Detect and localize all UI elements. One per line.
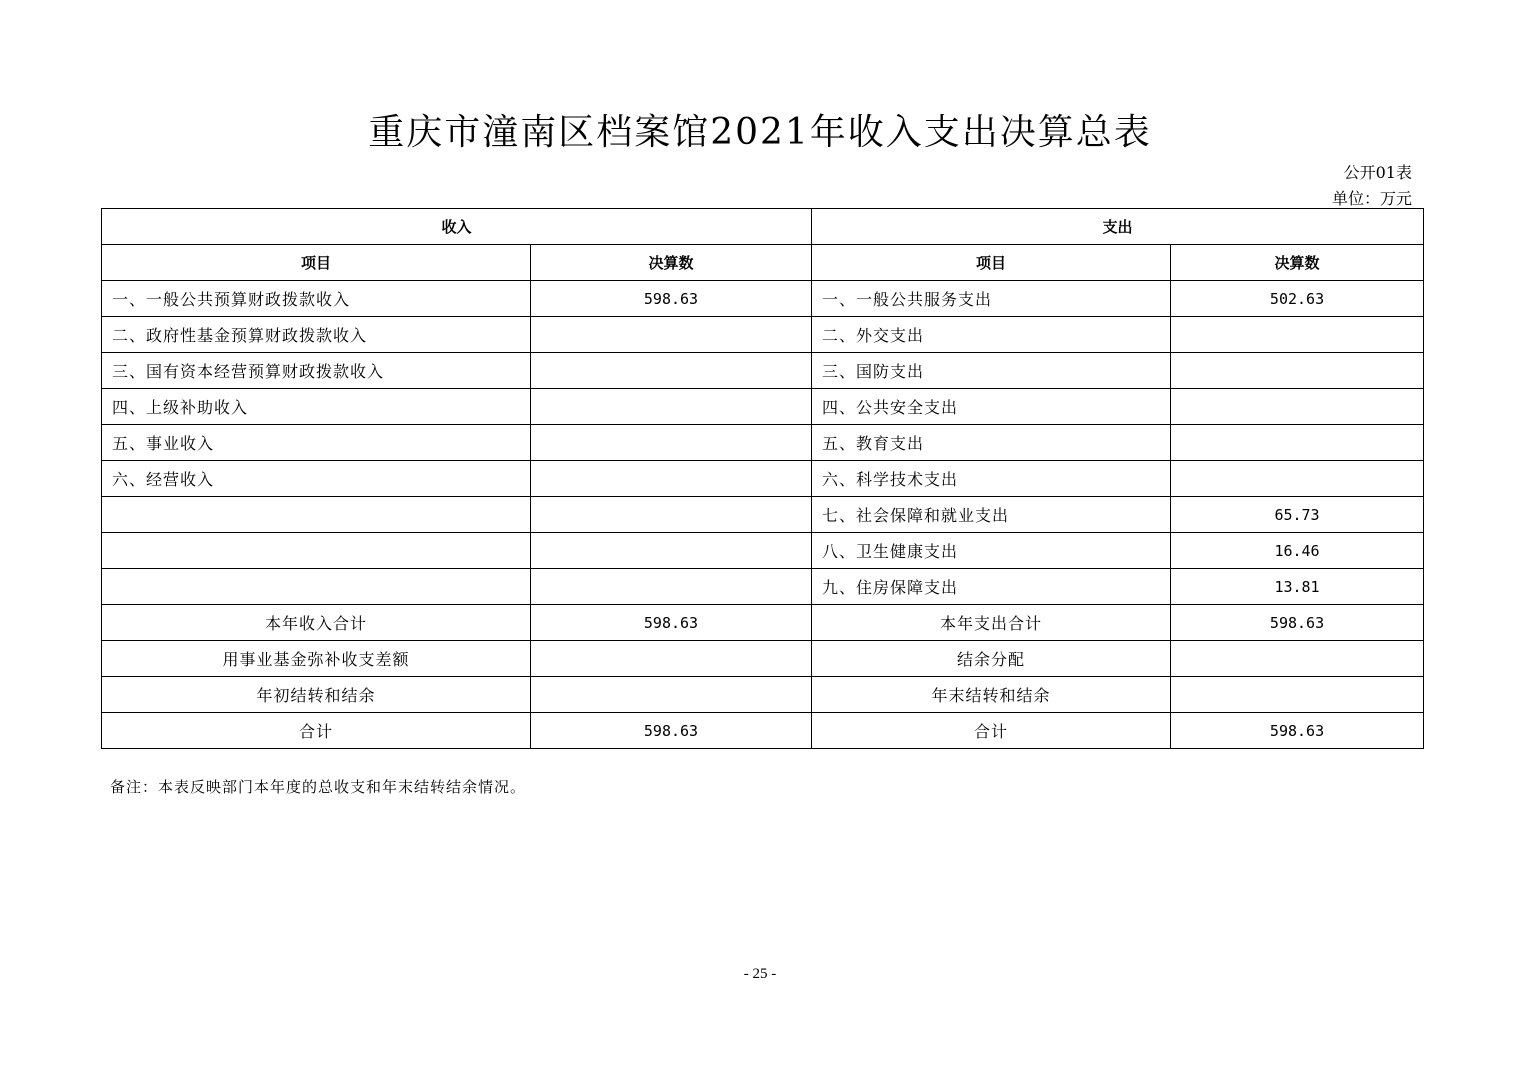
- income-item-cell: [102, 533, 531, 569]
- expense-value-cell: [1171, 389, 1424, 425]
- income-item-cell: 本年收入合计: [102, 605, 531, 641]
- income-item-cell: 年初结转和结余: [102, 677, 531, 713]
- income-item-cell: 合计: [102, 713, 531, 749]
- income-item-cell: 用事业基金弥补收支差额: [102, 641, 531, 677]
- table-row: [102, 353, 1424, 389]
- income-item-cell: 六、经营收入: [102, 461, 531, 497]
- section-header-row: [102, 209, 1424, 245]
- summary-row: [102, 713, 1424, 749]
- income-item-cell: 五、事业收入: [102, 425, 531, 461]
- expense-item-cell: 年末结转和结余: [812, 677, 1171, 713]
- page-number: - 25 -: [743, 966, 777, 982]
- expense-item-cell: 合计: [812, 713, 1171, 749]
- income-item-cell: [102, 569, 531, 605]
- expense-item-cell: 九、住房保障支出: [812, 569, 1171, 605]
- expense-value-cell: 502.63: [1171, 281, 1424, 317]
- expense-item-cell: 本年支出合计: [812, 605, 1171, 641]
- income-item-cell: [102, 497, 531, 533]
- income-value-cell: 598.63: [531, 605, 812, 641]
- expense-value-cell: [1171, 641, 1424, 677]
- expense-value-cell: 598.63: [1171, 605, 1424, 641]
- income-item-cell: 三、国有资本经营预算财政拨款收入: [102, 353, 531, 389]
- income-value-cell: [531, 389, 812, 425]
- income-value-cell: [531, 425, 812, 461]
- unit-label: 单位：万元: [1331, 189, 1412, 208]
- expense-item-cell: 四、公共安全支出: [812, 389, 1171, 425]
- expense-value-cell: [1171, 353, 1424, 389]
- income-value-cell: [531, 461, 812, 497]
- column-header-row: [102, 245, 1424, 281]
- income-value-cell: [531, 569, 812, 605]
- income-value-cell: [531, 677, 812, 713]
- expense-item-header: 项目: [812, 245, 1171, 281]
- expense-value-cell: 13.81: [1171, 569, 1424, 605]
- income-value-cell: [531, 353, 812, 389]
- expense-item-cell: 三、国防支出: [812, 353, 1171, 389]
- income-value-cell: [531, 497, 812, 533]
- summary-row: [102, 677, 1424, 713]
- income-item-header: 项目: [102, 245, 531, 281]
- income-value-cell: [531, 641, 812, 677]
- income-header: 收入: [102, 209, 812, 245]
- document-title: 重庆市潼南区档案馆2021年收入支出决算总表: [368, 112, 1152, 153]
- budget-table: [101, 208, 1424, 749]
- table-row: [102, 425, 1424, 461]
- income-item-cell: 四、上级补助收入: [102, 389, 531, 425]
- table-row: [102, 389, 1424, 425]
- expense-value-cell: [1171, 425, 1424, 461]
- income-amount-header: 决算数: [531, 245, 812, 281]
- expense-item-cell: 六、科学技术支出: [812, 461, 1171, 497]
- expense-item-cell: 七、社会保障和就业支出: [812, 497, 1171, 533]
- expense-item-cell: 二、外交支出: [812, 317, 1171, 353]
- table-number: 公开01表: [1343, 163, 1412, 182]
- expense-value-cell: 598.63: [1171, 713, 1424, 749]
- table-row: [102, 281, 1424, 317]
- income-value-cell: [531, 533, 812, 569]
- expense-item-cell: 五、教育支出: [812, 425, 1171, 461]
- income-value-cell: [531, 317, 812, 353]
- expense-header: 支出: [812, 209, 1424, 245]
- expense-item-cell: 结余分配: [812, 641, 1171, 677]
- income-item-cell: 一、一般公共预算财政拨款收入: [102, 281, 531, 317]
- summary-row: [102, 605, 1424, 641]
- summary-row: [102, 641, 1424, 677]
- table-row: [102, 317, 1424, 353]
- expense-item-cell: 一、一般公共服务支出: [812, 281, 1171, 317]
- income-item-cell: 二、政府性基金预算财政拨款收入: [102, 317, 531, 353]
- expense-value-cell: 16.46: [1171, 533, 1424, 569]
- table-note: 备注：本表反映部门本年度的总收支和年末结转结余情况。: [110, 778, 527, 796]
- expense-item-cell: 八、卫生健康支出: [812, 533, 1171, 569]
- table-row: [102, 497, 1424, 533]
- table-row: [102, 461, 1424, 497]
- expense-value-cell: [1171, 317, 1424, 353]
- table-row: [102, 533, 1424, 569]
- expense-value-cell: [1171, 461, 1424, 497]
- income-value-cell: 598.63: [531, 281, 812, 317]
- table-row: [102, 569, 1424, 605]
- expense-value-cell: 65.73: [1171, 497, 1424, 533]
- income-value-cell: 598.63: [531, 713, 812, 749]
- expense-amount-header: 决算数: [1171, 245, 1424, 281]
- expense-value-cell: [1171, 677, 1424, 713]
